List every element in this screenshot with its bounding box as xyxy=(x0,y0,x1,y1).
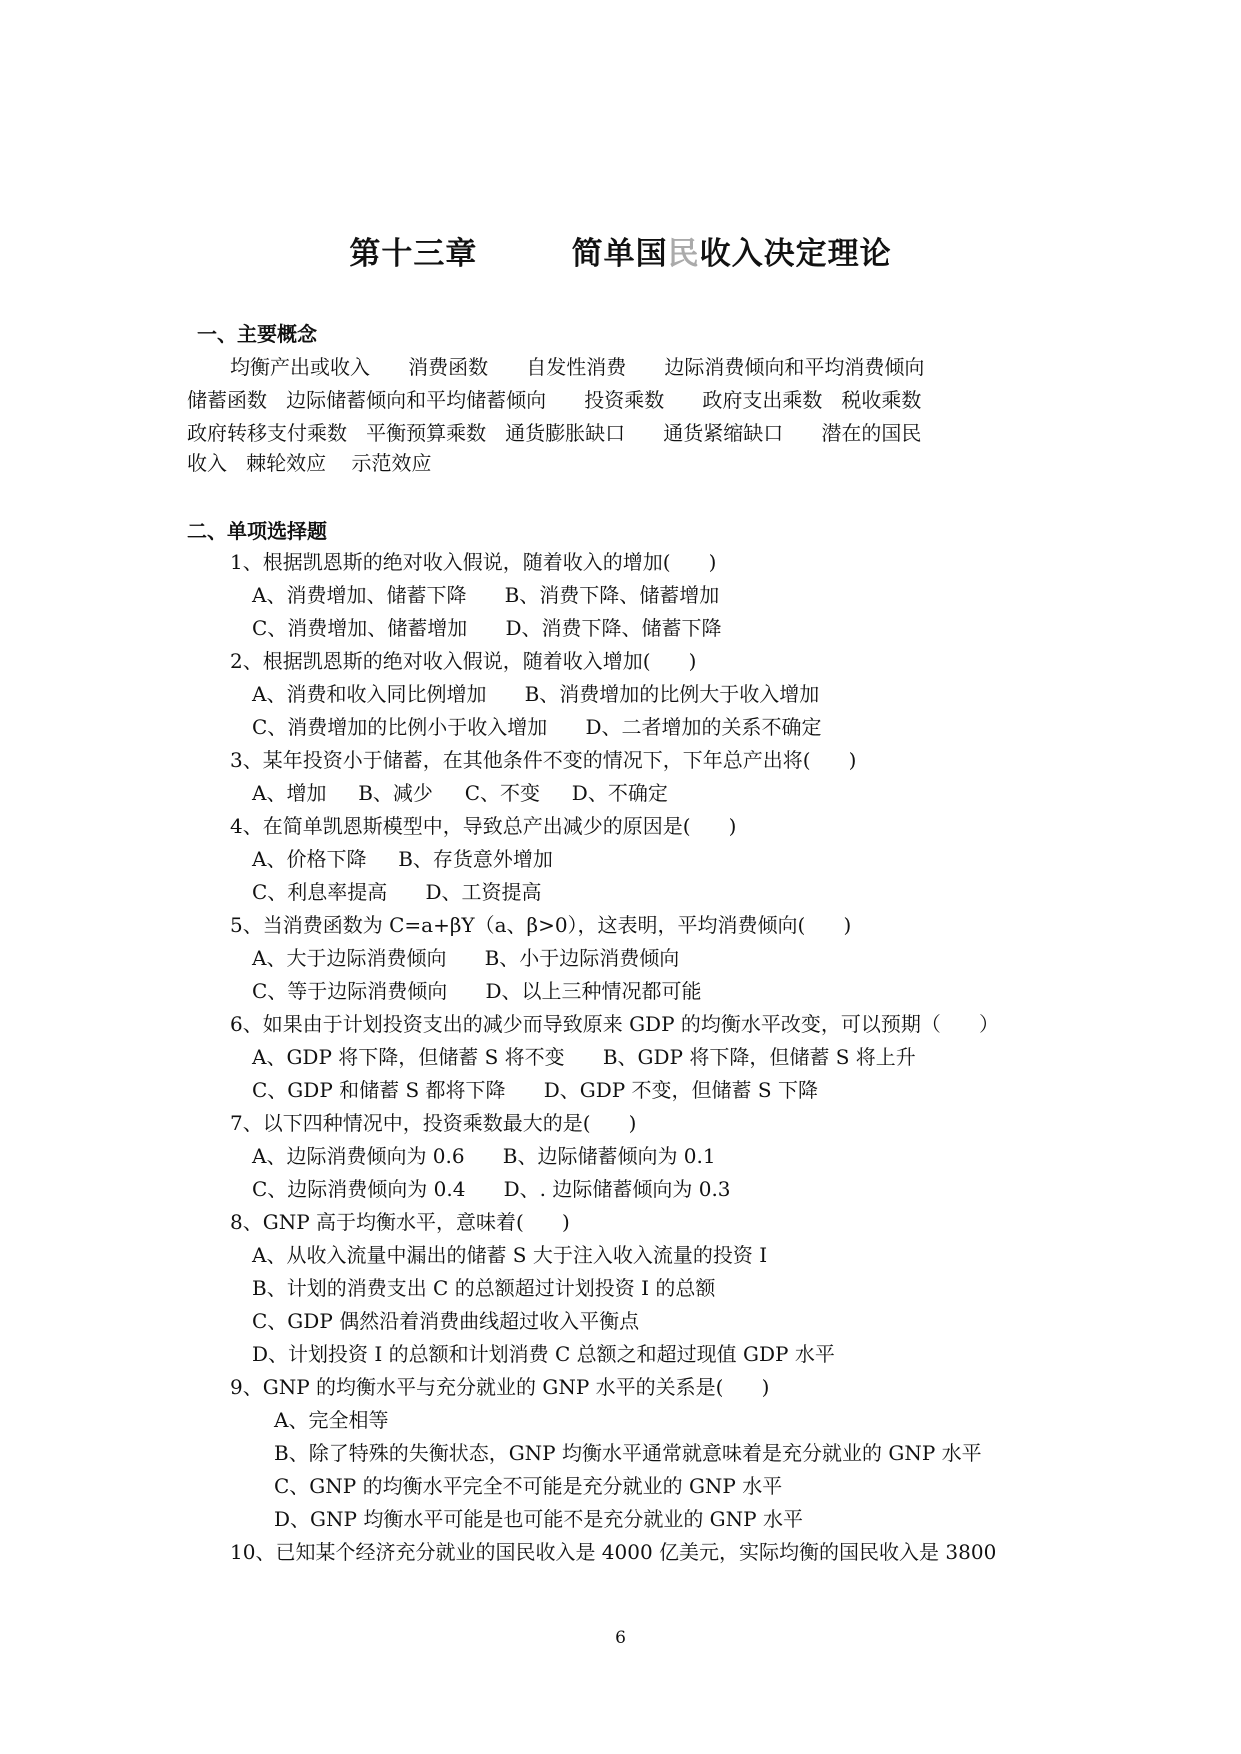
option-line: D、GNP 均衡水平可能是也可能不是充分就业的 GNP 水平 xyxy=(274,1507,803,1531)
question-line: 2、根据凯恩斯的绝对收入假说，随着收入增加( ) xyxy=(230,649,697,673)
section-heading-concepts: 一、主要概念 xyxy=(197,322,317,346)
question-line: 10、已知某个经济充分就业的国民收入是 4000 亿美元，实际均衡的国民收入是 3800 xyxy=(230,1540,997,1564)
title-text-a: 简单国 xyxy=(571,236,668,272)
concepts-line: 储蓄函数 边际储蓄倾向和平均储蓄倾向 投资乘数 政府支出乘数 税收乘数 xyxy=(187,388,922,412)
chapter-number: 第十三章 xyxy=(349,236,478,272)
question-line: 4、在简单凯恩斯模型中，导致总产出减少的原因是( ) xyxy=(230,814,737,838)
question-line: 9、GNP 的均衡水平与充分就业的 GNP 水平的关系是( ) xyxy=(230,1375,770,1399)
question-line: 5、当消费函数为 C=a+βY（a、β>0），这表明，平均消费倾向( ) xyxy=(230,913,852,937)
option-line: A、从收入流量中漏出的储蓄 S 大于注入收入流量的投资 I xyxy=(252,1243,768,1267)
chapter-title xyxy=(0,228,1241,273)
option-line: A、GDP 将下降，但储蓄 S 将不变 B、GDP 将下降，但储蓄 S 将上升 xyxy=(252,1045,916,1069)
question-line: 3、某年投资小于储蓄，在其他条件不变的情况下，下年总产出将( ) xyxy=(230,748,857,772)
option-line: A、价格下降 B、存货意外增加 xyxy=(252,847,553,871)
option-line: C、GDP 偶然沿着消费曲线超过收入平衡点 xyxy=(252,1309,640,1333)
concepts-line: 政府转移支付乘数 平衡预算乘数 通货膨胀缺口 通货紧缩缺口 潜在的国民 xyxy=(187,421,922,445)
option-line: C、边际消费倾向为 0.4 D、. 边际储蓄倾向为 0.3 xyxy=(252,1177,731,1201)
option-line: C、等于边际消费倾向 D、以上三种情况都可能 xyxy=(252,979,702,1003)
concepts-line: 收入 棘轮效应 示范效应 xyxy=(187,451,432,475)
option-line: C、GDP 和储蓄 S 都将下降 D、GDP 不变，但储蓄 S 下降 xyxy=(252,1078,818,1102)
question-line: 8、GNP 高于均衡水平，意味着( ) xyxy=(230,1210,570,1234)
option-line: A、消费和收入同比例增加 B、消费增加的比例大于收入增加 xyxy=(252,682,820,706)
option-line: A、增加 B、减少 C、不变 D、不确定 xyxy=(252,781,668,805)
concepts-line: 均衡产出或收入 消费函数 自发性消费 边际消费倾向和平均消费倾向 xyxy=(230,355,925,379)
option-line: D、计划投资 I 的总额和计划消费 C 总额之和超过现值 GDP 水平 xyxy=(252,1342,835,1366)
option-line: C、消费增加、储蓄增加 D、消费下降、储蓄下降 xyxy=(252,616,722,640)
page-number: 6 xyxy=(615,1628,626,1648)
option-line: B、除了特殊的失衡状态，GNP 均衡水平通常就意味着是充分就业的 GNP 水平 xyxy=(274,1441,982,1465)
section-heading-choice: 二、单项选择题 xyxy=(187,519,327,543)
option-line: A、边际消费倾向为 0.6 B、边际储蓄倾向为 0.1 xyxy=(252,1144,716,1168)
option-line: B、计划的消费支出 C 的总额超过计划投资 I 的总额 xyxy=(252,1276,716,1300)
question-line: 6、如果由于计划投资支出的减少而导致原来 GDP 的均衡水平改变，可以预期（ ） xyxy=(230,1012,1000,1036)
option-line: C、GNP 的均衡水平完全不可能是充分就业的 GNP 水平 xyxy=(274,1474,783,1498)
option-line: A、大于边际消费倾向 B、小于边际消费倾向 xyxy=(252,946,680,970)
title-text-b: 收入决定理论 xyxy=(699,236,892,272)
option-line: C、消费增加的比例小于收入增加 D、二者增加的关系不确定 xyxy=(252,715,822,739)
title-text-faded: 民 xyxy=(667,236,700,272)
option-line: A、消费增加、储蓄下降 B、消费下降、储蓄增加 xyxy=(252,583,720,607)
question-line: 1、根据凯恩斯的绝对收入假说，随着收入的增加( ) xyxy=(230,550,717,574)
option-line: C、利息率提高 D、工资提高 xyxy=(252,880,542,904)
question-line: 7、以下四种情况中，投资乘数最大的是( ) xyxy=(230,1111,637,1135)
option-line: A、完全相等 xyxy=(274,1408,389,1432)
